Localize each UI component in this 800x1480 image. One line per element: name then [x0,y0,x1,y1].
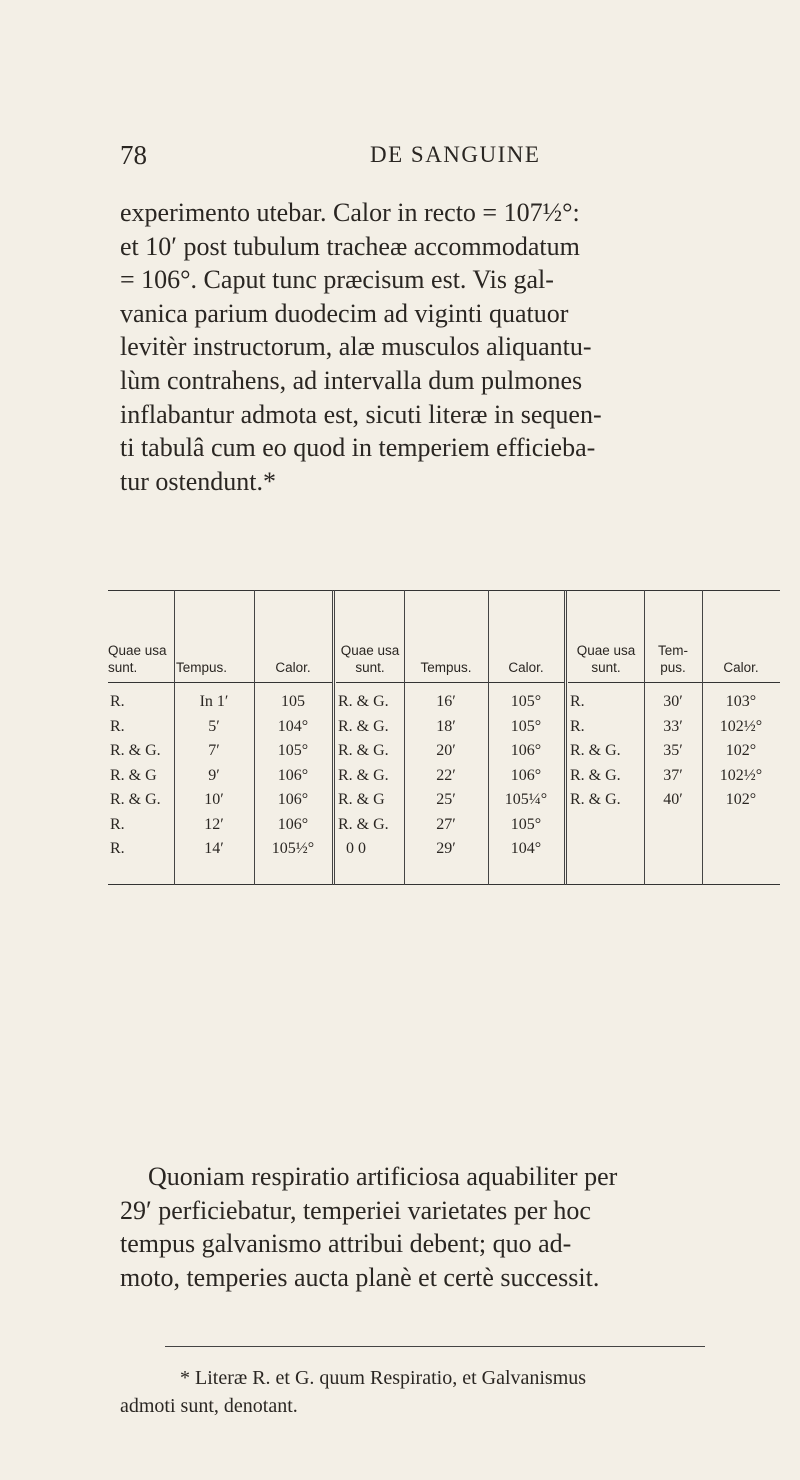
column-quae-usa-sunt [110,690,174,862]
table-cell: 106° [277,791,309,808]
column-calor [488,690,564,862]
column-header: Quae usa sunt. [340,643,400,675]
table-cell: 35′ [663,742,683,759]
table-cell: 20′ [436,742,456,759]
footnote [120,1364,740,1420]
column-header: Quae usa sunt. [108,643,167,675]
column-header: Tempus. [420,660,472,675]
text-line: vanica parium duodecim ad viginti quatuor [120,298,569,328]
table-cell: R. & G. [338,717,389,735]
table-cell: 7′ [208,742,220,759]
table-cell: R. [110,717,125,735]
table-cell: 14′ [204,840,224,857]
table-cell: 30′ [663,693,683,710]
table-cell: In 1′ [199,693,229,710]
table-cell: 104° [277,717,309,735]
table-cell: 105° [510,815,542,833]
table-cell: 102° [725,742,757,759]
column-divider [332,590,335,885]
table-cell: R. & G. [570,791,621,808]
text-line: ti tabulâ cum eo quod in temperiem efficieba- [120,433,596,463]
footnote-rule [165,1346,705,1347]
table-cell: 33′ [663,717,683,735]
table-cell: 105¼° [504,791,548,808]
page-header [120,140,740,180]
table-cell: R. & G. [338,815,389,833]
table-top-rule [108,590,780,591]
table-cell: R. & G. [338,693,389,710]
table-cell: 105° [277,742,309,759]
column-tempus [174,690,254,862]
table-cell: 106° [510,742,542,759]
table-cell: R. [570,693,585,710]
column-header: Quae usa sunt. [576,643,636,675]
text-line: moto, temperies aucta planè et certè successit. [120,1262,600,1292]
paragraph-2 [120,1160,740,1294]
text-line: tur ostendunt.* [120,466,276,496]
paragraph-1 [120,196,740,498]
column-header: Calor. [723,660,759,675]
table-cell: 5′ [208,717,220,735]
text-line: = 106°. Caput tunc præcisum est. Vis gal- [120,265,554,295]
data-table [108,590,780,885]
table-cell: 9′ [208,766,220,784]
table-cell: 16′ [436,693,456,710]
table-bottom-rule [108,884,780,885]
table-cell: R. & G. [110,742,161,759]
table-cell: 106° [277,766,309,784]
table-cell: 37′ [663,766,683,784]
running-head: DE SANGUINE [370,142,541,167]
table-cell: 105° [510,693,542,710]
table-cell: R. [570,717,585,735]
table-cell: 106° [277,815,309,833]
text-line: et 10′ post tubulum tracheæ accommodatum [120,231,580,261]
column-header: Tempus. [176,660,228,675]
column-tempus [404,690,488,862]
table-cell: R. & G [338,791,385,808]
table-cell: 105 [281,693,305,710]
column-quae-usa-sunt [338,690,404,862]
text-line: 29′ perficiebatur, temperiei varietates per hoc [120,1195,591,1225]
table-cell: 25′ [436,791,456,808]
table-cell: 105½° [271,840,315,857]
table-cell: 40′ [663,791,683,808]
table-cell: R. & G. [570,742,621,759]
table-cell: R. & G [110,766,157,784]
column-quae-usa-sunt [570,690,644,813]
text-line: lùm contrahens, ad intervalla dum pulmones [120,365,583,395]
column-tempus [644,690,702,813]
table-cell: 18′ [436,717,456,735]
table-cell: 102° [725,791,757,808]
table-cell: 103° [725,693,757,710]
table-cell: R. [110,693,125,710]
table-cell: 105° [510,717,542,735]
text-line: experimento utebar. Calor in recto = 107½°: [120,198,580,227]
table-cell: 106° [510,766,542,784]
column-calor [702,690,780,813]
text-line: inflabantur admota est, sicuti literæ in sequen- [120,399,602,429]
table-cell: R. [110,840,125,857]
table-cell: 104° [510,840,542,857]
column-header: Calor. [275,660,311,675]
column-divider [564,590,567,885]
footnote-line: admoti sunt, denotant. [120,1395,298,1417]
table-cell: 22′ [436,766,456,784]
table-cell: 29′ [436,840,456,857]
table-cell: R. & G. [110,791,161,808]
table-cell: 10′ [204,791,224,808]
header-rule [108,682,332,683]
table-cell: 102½° [719,717,763,735]
table-cell: R. & G. [338,766,389,784]
table-cell: R. & G. [570,766,621,784]
column-header: Calor. [508,660,544,675]
table-cell: 102½° [719,766,763,784]
text-line: tempus galvanismo attribui debent; quo ad- [120,1229,572,1259]
table-cell: 0 0 [346,840,366,857]
page-number: 78 [120,140,147,170]
table-cell: 12′ [204,815,224,833]
text-line: Quoniam respiratio artificiosa aquabiliter per [148,1162,618,1191]
table-cell: R. & G. [338,742,389,759]
header-rule [336,682,564,683]
table-cell: 27′ [436,815,456,833]
column-header: Tem- pus. [658,643,688,675]
text-line: levitèr instructorum, alæ musculos aliquantu- [120,332,592,362]
column-calor [254,690,332,862]
footnote-line: * Literæ R. et G. quum Respiratio, et Galvanismus [180,1367,587,1389]
table-cell: R. [110,815,125,833]
header-rule [568,682,780,683]
